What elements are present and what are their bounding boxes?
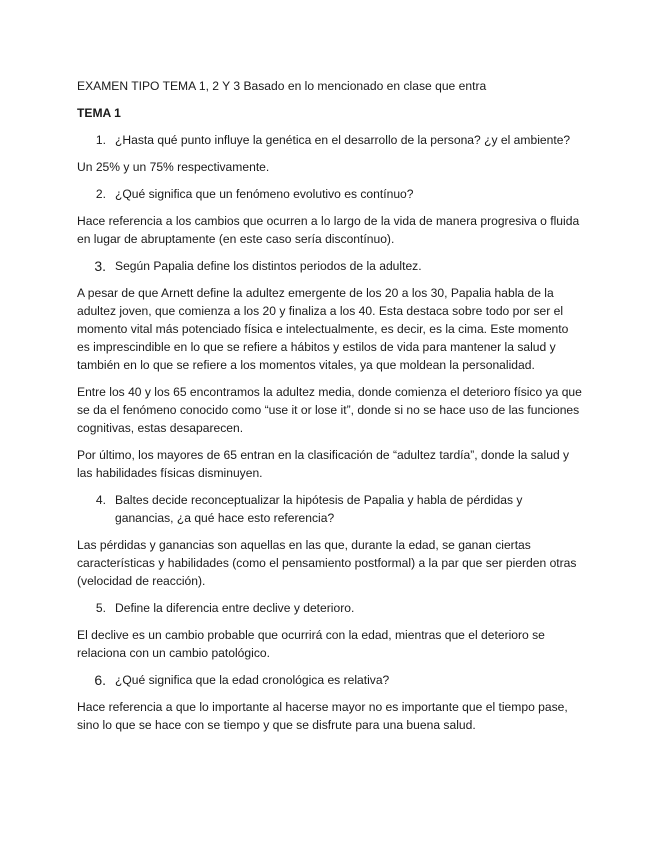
question-number: 3. [94,258,106,274]
question-1 [77,131,582,149]
answer-paragraph: Un 25% y un 75% respectivamente. [77,160,270,174]
question-number: 5. [95,601,106,615]
question-text: ¿Hasta qué punto influye la genética en el desarrollo de la persona? ¿y el ambiente? [115,133,571,147]
answer-paragraph: Por último, los mayores de 65 entran en la clasificación de “adultez tardía”, donde la salud y las habilidades físicas disminuyen. [77,448,570,480]
exam-header: EXAMEN TIPO TEMA 1, 2 Y 3 Basado en lo mencionado en clase que entra [77,79,487,93]
question-number: 1. [95,133,106,147]
section-title: TEMA 1 [77,106,121,120]
question-text: Baltes decide reconceptualizar la hipótesis de Papalia y habla de pérdidas y ganancias, ¿a qué hace esto referencia? [115,493,523,525]
question-5 [77,599,582,617]
question-number: 6. [94,672,106,688]
question-6 [77,671,582,689]
question-text: ¿Qué significa que un fenómeno evolutivo es contínuo? [115,187,414,201]
answer-paragraph: A pesar de que Arnett define la adultez emergente de los 20 a los 30, Papalia habla de la adultez joven, que comienza a los 20 y finaliza a los 40. Esta destaca sobre todo por ser el momento vital más potenciado física e intelectualmente, es decir, es la cima. Este momento es imprescindible en lo que se refiere a hábitos y estilos de vida para mantener la salud y también en lo que se refiere a los momentos vitales, ya que moldean la personalidad. [77,286,569,372]
question-text: Según Papalia define los distintos periodos de la adultez. [115,259,422,273]
question-2 [77,185,582,203]
document-body [77,77,582,743]
question-text: Define la diferencia entre declive y deterioro. [115,601,355,615]
question-number: 4. [95,493,106,507]
question-text: ¿Qué significa que la edad cronológica es relativa? [115,673,390,687]
answer-paragraph: Las pérdidas y ganancias son aquellas en las que, durante la edad, se ganan ciertas características y habilidades (como el pensamiento postformal) a la par que ser pierden otras (velocidad de reacción). [77,538,577,588]
answer-paragraph: Entre los 40 y los 65 encontramos la adultez media, donde comienza el deterioro físico ya que se da el fenómeno conocido como “use it or lose it”, donde si no se hace uso de las funciones cognitivas, estas desaparecen. [77,385,582,435]
answer-paragraph: Hace referencia a los cambios que ocurren a lo largo de la vida de manera progresiva o fluida en lugar de abruptamente (en este caso sería discontínuo). [77,214,580,246]
answer-paragraph: Hace referencia a que lo importante al hacerse mayor no es importante que el tiempo pase, sino lo que se hace con se tiempo y que se disfrute para una buena salud. [77,700,568,732]
answer-paragraph: El declive es un cambio probable que ocurrirá con la edad, mientras que el deterioro se relaciona con un cambio patológico. [77,628,545,660]
question-number: 2. [95,187,106,201]
question-4 [77,491,582,527]
question-3 [77,257,582,275]
